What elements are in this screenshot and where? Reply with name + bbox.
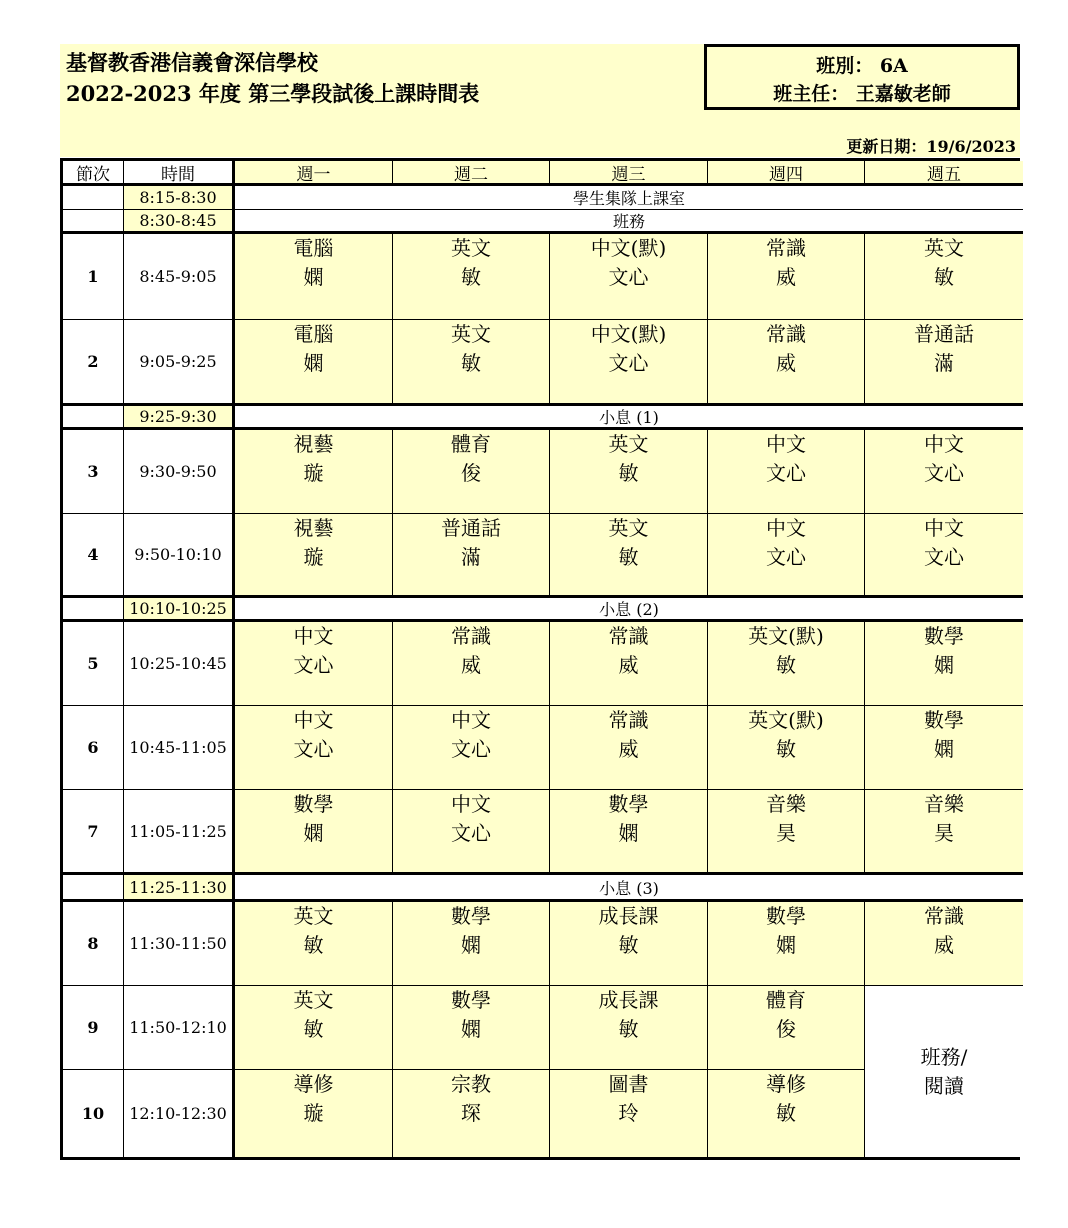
subject: 中文 <box>451 792 491 816</box>
day-header-tue: 週二 <box>393 161 550 186</box>
lesson-cell <box>393 430 550 514</box>
class-info-box <box>704 44 1020 110</box>
teacher: 威 <box>618 737 639 761</box>
lesson-cell <box>708 622 865 706</box>
lesson-cell <box>865 234 1023 320</box>
period-time: 11:05-11:25 <box>124 790 235 875</box>
subject: 英文 <box>924 236 964 260</box>
subject: 中文 <box>766 516 806 540</box>
lesson-cell <box>550 622 708 706</box>
teacher: 敏 <box>934 265 954 289</box>
subject: 視藝 <box>293 516 334 540</box>
teacher: 文心 <box>451 821 491 845</box>
subject: 體育 <box>451 432 491 456</box>
lesson-cell <box>235 320 393 406</box>
teacher: 嫻 <box>303 821 324 845</box>
teacher: 威 <box>776 351 796 375</box>
lesson-cell <box>865 706 1023 790</box>
period-number: 10 <box>63 1070 124 1157</box>
lesson-cell <box>235 430 393 514</box>
lesson-cell <box>550 706 708 790</box>
lesson-cell <box>865 320 1023 406</box>
subject: 數學 <box>451 988 491 1012</box>
subject: 視藝 <box>293 432 334 456</box>
teacher: 玲 <box>618 1101 639 1125</box>
teacher: 敏 <box>776 653 796 677</box>
period-time: 10:25-10:45 <box>124 622 235 706</box>
teacher: 嫻 <box>303 351 324 375</box>
lesson-cell <box>865 514 1023 598</box>
subject: 英文 <box>293 988 334 1012</box>
teacher: 昊 <box>934 821 954 845</box>
lesson-cell <box>393 790 550 875</box>
period-time: 12:10-12:30 <box>124 1070 235 1157</box>
period-number: 1 <box>63 234 124 320</box>
subject: 圖書 <box>608 1072 649 1096</box>
lesson-cell <box>550 320 708 406</box>
subject: 成長課 <box>598 988 659 1012</box>
timetable-header <box>60 44 1020 157</box>
timetable-title: 2022-2023 年度 第三學段試後上課時間表 <box>66 81 480 106</box>
updated-date: 更新日期：19/6/2023 <box>846 137 1016 156</box>
teacher: 文心 <box>766 461 806 485</box>
break-bar: 小息 (1) <box>235 406 1023 430</box>
lesson-cell <box>550 986 708 1070</box>
subject: 常識 <box>924 904 964 928</box>
lesson-cell <box>865 902 1023 986</box>
assembly-bar: 學生集隊上課室 <box>235 186 1023 210</box>
lesson-cell <box>708 1070 865 1157</box>
teacher: 滿 <box>934 351 954 375</box>
subject: 數學 <box>766 904 806 928</box>
period-column-header: 節次 <box>63 161 124 186</box>
lesson-cell <box>708 790 865 875</box>
subject: 中文 <box>924 432 964 456</box>
teacher: 敏 <box>618 545 639 569</box>
subject: 英文(默) <box>748 624 824 648</box>
subject: 成長課 <box>598 904 659 928</box>
lesson-cell <box>235 902 393 986</box>
subject: 中文 <box>766 432 806 456</box>
empty-period-cell <box>63 598 124 622</box>
subject: 數學 <box>924 708 964 732</box>
lesson-cell <box>235 234 393 320</box>
subject: 常識 <box>766 322 806 346</box>
lesson-cell <box>235 1070 393 1157</box>
teacher: 嫻 <box>461 933 481 957</box>
subject: 中文 <box>293 708 334 732</box>
class-affairs-time: 8:30-8:45 <box>124 210 235 234</box>
subject: 英文 <box>608 432 649 456</box>
subject: 導修 <box>293 1072 334 1096</box>
teacher: 敏 <box>303 1017 324 1041</box>
subject: 英文 <box>293 904 334 928</box>
day-header-mon: 週一 <box>235 161 393 186</box>
teacher: 璇 <box>303 1101 324 1125</box>
subject: 常識 <box>766 236 806 260</box>
lesson-cell <box>393 1070 550 1157</box>
teacher: 敏 <box>303 933 324 957</box>
period-number: 4 <box>63 514 124 598</box>
merged-line-2: 閱讀 <box>924 1073 964 1098</box>
lesson-cell <box>708 706 865 790</box>
period-time: 11:30-11:50 <box>124 902 235 986</box>
lesson-cell <box>235 790 393 875</box>
lesson-cell <box>708 320 865 406</box>
teacher: 文心 <box>924 545 964 569</box>
subject: 數學 <box>924 624 964 648</box>
lesson-cell <box>708 986 865 1070</box>
period-time: 11:50-12:10 <box>124 986 235 1070</box>
class-affairs-bar: 班務 <box>235 210 1023 234</box>
day-header-wed: 週三 <box>550 161 708 186</box>
lesson-cell <box>235 986 393 1070</box>
period-time: 9:30-9:50 <box>124 430 235 514</box>
subject: 常識 <box>608 708 649 732</box>
teacher: 文心 <box>608 265 649 289</box>
subject: 常識 <box>608 624 649 648</box>
lesson-cell <box>708 430 865 514</box>
subject: 中文 <box>293 624 334 648</box>
subject: 英文 <box>608 516 649 540</box>
teacher: 文心 <box>608 351 649 375</box>
period-time: 10:45-11:05 <box>124 706 235 790</box>
lesson-cell <box>393 320 550 406</box>
teacher: 敏 <box>618 461 639 485</box>
period-number: 2 <box>63 320 124 406</box>
subject: 數學 <box>451 904 491 928</box>
lesson-cell <box>708 514 865 598</box>
time-column-header: 時間 <box>124 161 235 186</box>
lesson-cell <box>235 514 393 598</box>
teacher: 琛 <box>461 1101 481 1125</box>
subject: 電腦 <box>293 322 334 346</box>
subject: 中文(默) <box>590 236 667 260</box>
teacher: 敏 <box>776 1101 796 1125</box>
lesson-cell <box>550 790 708 875</box>
lesson-cell <box>708 234 865 320</box>
teacher: 璇 <box>303 545 324 569</box>
teacher: 文心 <box>924 461 964 485</box>
empty-period-cell <box>63 875 124 902</box>
teacher: 敏 <box>776 737 796 761</box>
lesson-cell <box>550 430 708 514</box>
school-name: 基督教香港信義會深信學校 <box>66 50 318 75</box>
subject: 中文(默) <box>590 322 667 346</box>
period-number: 8 <box>63 902 124 986</box>
lesson-cell <box>550 234 708 320</box>
teacher: 威 <box>461 653 481 677</box>
subject: 電腦 <box>293 236 334 260</box>
period-time: 9:05-9:25 <box>124 320 235 406</box>
teacher: 嫻 <box>934 737 954 761</box>
subject: 數學 <box>293 792 334 816</box>
subject: 英文 <box>451 322 491 346</box>
break-time: 10:10-10:25 <box>124 598 235 622</box>
empty-period-cell <box>63 210 124 234</box>
lesson-cell <box>865 430 1023 514</box>
break-bar: 小息 (3) <box>235 875 1023 902</box>
teacher: 嫻 <box>461 1017 481 1041</box>
subject: 英文 <box>451 236 491 260</box>
lesson-cell <box>865 790 1023 875</box>
subject: 數學 <box>608 792 649 816</box>
class-label: 班別： 6A <box>816 55 908 77</box>
subject: 音樂 <box>766 792 806 816</box>
subject: 常識 <box>451 624 491 648</box>
empty-period-cell <box>63 186 124 210</box>
lesson-cell <box>393 234 550 320</box>
teacher: 文心 <box>293 653 334 677</box>
subject: 導修 <box>766 1072 806 1096</box>
period-number: 9 <box>63 986 124 1070</box>
teacher: 威 <box>776 265 796 289</box>
merged-line-1: 班務/ <box>920 1044 968 1069</box>
period-number: 5 <box>63 622 124 706</box>
subject: 普通話 <box>914 322 974 346</box>
break-bar: 小息 (2) <box>235 598 1023 622</box>
timetable-grid <box>60 158 1020 1160</box>
lesson-cell <box>550 1070 708 1157</box>
teacher: 敏 <box>461 265 481 289</box>
lesson-cell <box>550 514 708 598</box>
subject: 中文 <box>451 708 491 732</box>
subject: 中文 <box>924 516 964 540</box>
lesson-cell <box>550 902 708 986</box>
lesson-cell <box>393 622 550 706</box>
teacher: 威 <box>618 653 639 677</box>
class-teacher-label: 班主任： 王嘉敏老師 <box>773 83 951 105</box>
day-header-fri: 週五 <box>865 161 1023 186</box>
teacher: 昊 <box>776 821 796 845</box>
subject: 體育 <box>766 988 806 1012</box>
teacher: 嫻 <box>618 821 639 845</box>
assembly-time: 8:15-8:30 <box>124 186 235 210</box>
lesson-cell <box>865 622 1023 706</box>
period-number: 3 <box>63 430 124 514</box>
period-number: 7 <box>63 790 124 875</box>
day-header-thu: 週四 <box>708 161 865 186</box>
lesson-cell <box>393 986 550 1070</box>
teacher: 俊 <box>776 1017 796 1041</box>
subject: 宗教 <box>451 1072 491 1096</box>
teacher: 威 <box>934 933 954 957</box>
period-time: 8:45-9:05 <box>124 234 235 320</box>
lesson-cell <box>393 902 550 986</box>
subject: 英文(默) <box>748 708 824 732</box>
lesson-cell <box>393 514 550 598</box>
period-number: 6 <box>63 706 124 790</box>
subject: 普通話 <box>441 516 501 540</box>
subject: 音樂 <box>924 792 964 816</box>
teacher: 嫻 <box>934 653 954 677</box>
teacher: 文心 <box>451 737 491 761</box>
lesson-cell <box>393 706 550 790</box>
teacher: 敏 <box>461 351 481 375</box>
lesson-cell <box>708 902 865 986</box>
teacher: 文心 <box>293 737 334 761</box>
break-time: 9:25-9:30 <box>124 406 235 430</box>
teacher: 敏 <box>618 933 639 957</box>
lesson-cell <box>235 622 393 706</box>
teacher: 滿 <box>461 545 481 569</box>
period-time: 9:50-10:10 <box>124 514 235 598</box>
teacher: 敏 <box>618 1017 639 1041</box>
empty-period-cell <box>63 406 124 430</box>
break-time: 11:25-11:30 <box>124 875 235 902</box>
teacher: 璇 <box>303 461 324 485</box>
teacher: 俊 <box>461 461 481 485</box>
teacher: 嫻 <box>303 265 324 289</box>
lesson-cell <box>235 706 393 790</box>
teacher: 嫻 <box>776 933 796 957</box>
teacher: 文心 <box>766 545 806 569</box>
fri-class-affairs-reading <box>865 986 1023 1157</box>
